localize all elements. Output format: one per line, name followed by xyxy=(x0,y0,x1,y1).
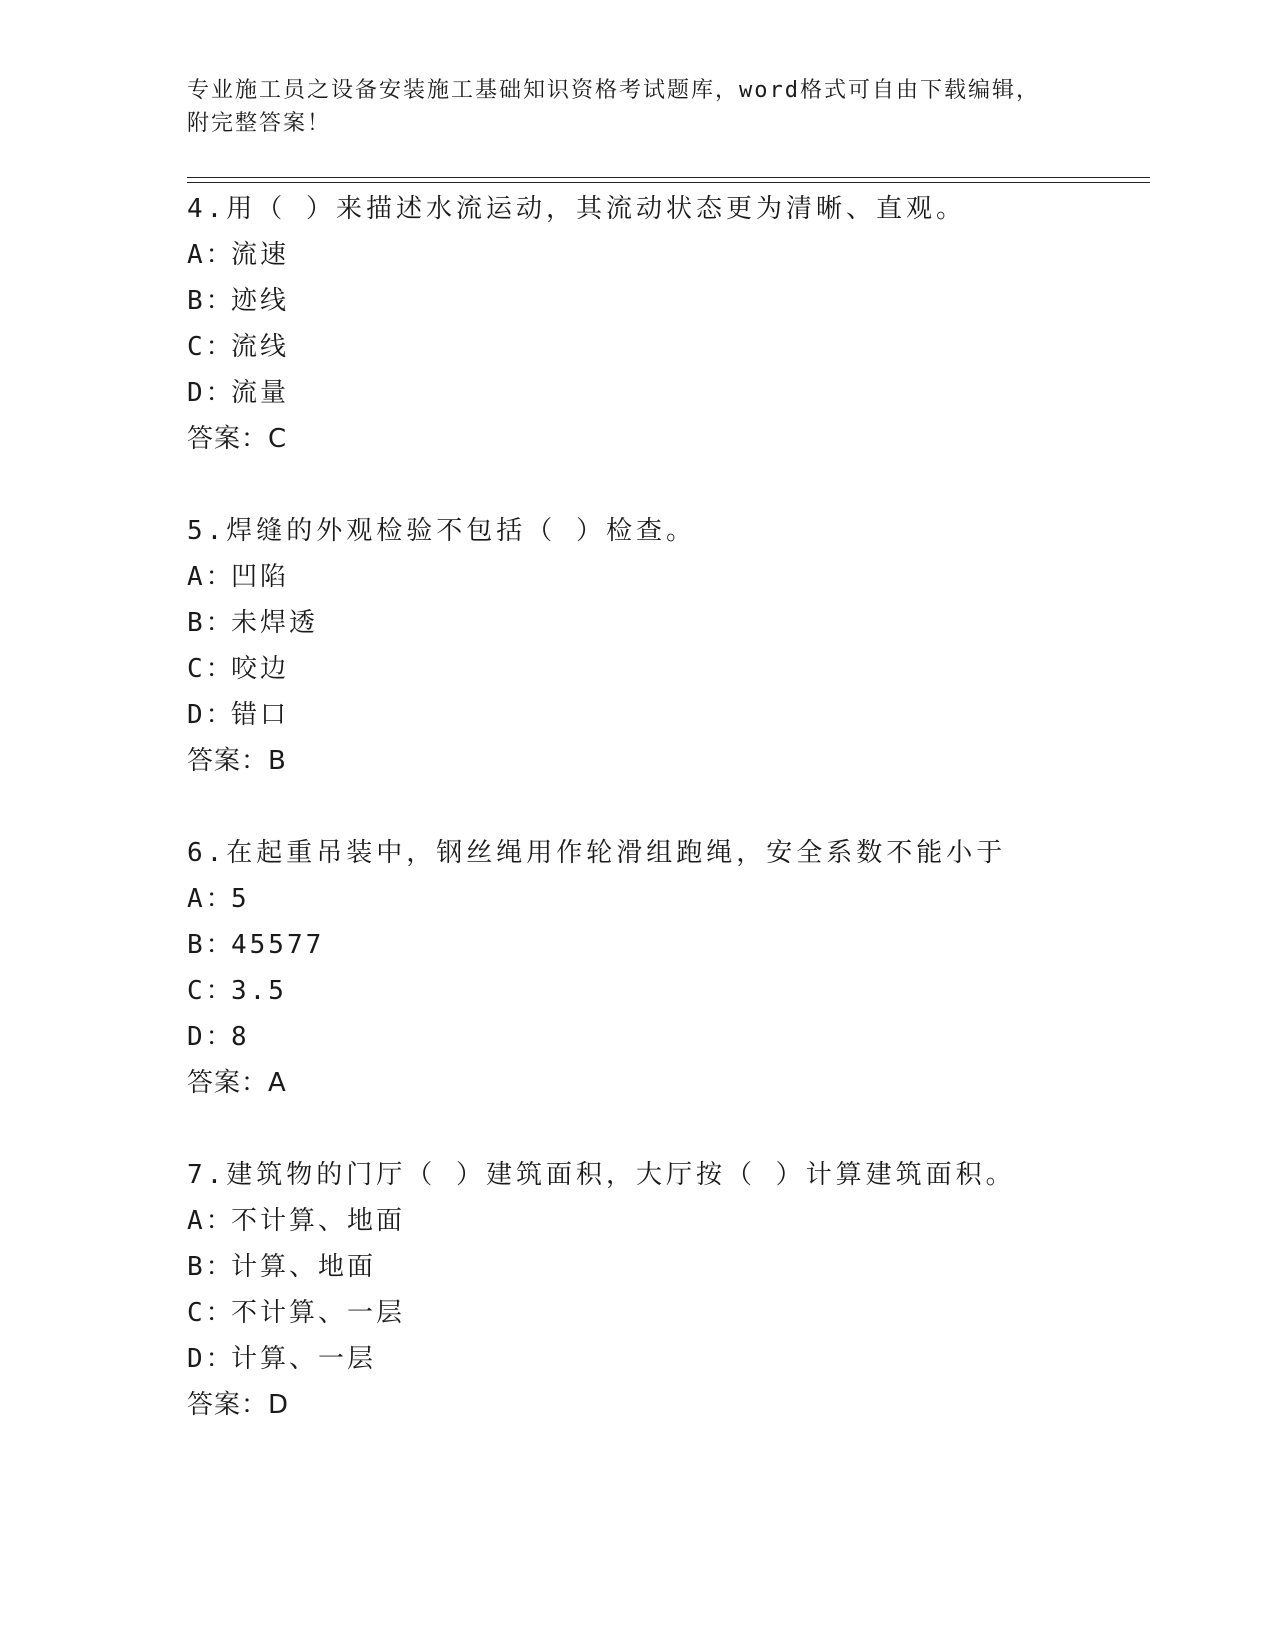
option-text: 咬边 xyxy=(231,654,290,684)
option-text: 流速 xyxy=(231,240,290,270)
header-divider-bottom xyxy=(187,182,1150,183)
option-d xyxy=(187,1336,1147,1382)
answer-line: 答案：A xyxy=(187,1068,287,1098)
answer-line: 答案：C xyxy=(187,424,288,454)
option-key: B： xyxy=(187,1252,235,1282)
option-c xyxy=(187,646,1147,692)
option-key: C： xyxy=(187,976,235,1006)
option-a xyxy=(187,1198,1147,1244)
option-text: 流线 xyxy=(231,332,290,362)
option-b xyxy=(187,1244,1147,1290)
option-key: D： xyxy=(187,700,235,730)
option-text: 8 xyxy=(231,1022,250,1052)
question-block xyxy=(187,830,1147,1106)
option-c xyxy=(187,324,1147,370)
option-key: A： xyxy=(187,1206,235,1236)
option-b xyxy=(187,278,1147,324)
option-key: D： xyxy=(187,378,235,408)
option-d xyxy=(187,1014,1147,1060)
question-block xyxy=(187,186,1147,462)
question-stem: 5.焊缝的外观检验不包括（ ）检查。 xyxy=(187,516,696,546)
option-text: 45577 xyxy=(231,930,325,960)
option-c xyxy=(187,1290,1147,1336)
option-text: 流量 xyxy=(231,378,290,408)
option-d xyxy=(187,692,1147,738)
header-line-1: 专业施工员之设备安装施工基础知识资格考试题库，word格式可自由下载编辑， xyxy=(187,78,1040,103)
option-text: 凹陷 xyxy=(231,562,290,592)
option-key: B： xyxy=(187,930,235,960)
question-block xyxy=(187,1152,1147,1428)
option-key: A： xyxy=(187,240,235,270)
option-text: 未焊透 xyxy=(231,608,319,638)
option-text: 计算、一层 xyxy=(231,1344,377,1374)
question-stem: 6.在起重吊装中，钢丝绳用作轮滑组跑绳，安全系数不能小于 xyxy=(187,838,1007,868)
option-d xyxy=(187,370,1147,416)
option-a xyxy=(187,554,1147,600)
option-text: 不计算、一层 xyxy=(231,1298,406,1328)
option-key: D： xyxy=(187,1344,235,1374)
option-text: 3.5 xyxy=(231,976,287,1006)
option-key: A： xyxy=(187,562,235,592)
question-stem: 7.建筑物的门厅（ ）建筑面积，大厅按（ ）计算建筑面积。 xyxy=(187,1160,1016,1190)
header-divider-top xyxy=(187,177,1150,178)
option-b xyxy=(187,922,1147,968)
option-text: 计算、地面 xyxy=(231,1252,377,1282)
option-key: A： xyxy=(187,884,235,914)
option-b xyxy=(187,600,1147,646)
option-text: 迹线 xyxy=(231,286,290,316)
option-a xyxy=(187,876,1147,922)
option-key: C： xyxy=(187,1298,235,1328)
option-c xyxy=(187,968,1147,1014)
option-a xyxy=(187,232,1147,278)
question-block xyxy=(187,508,1147,784)
option-text: 5 xyxy=(231,884,250,914)
document-header xyxy=(187,74,1067,140)
option-key: B： xyxy=(187,608,235,638)
option-key: B： xyxy=(187,286,235,316)
answer-line: 答案：D xyxy=(187,1390,290,1420)
option-text: 不计算、地面 xyxy=(231,1206,406,1236)
answer-line: 答案：B xyxy=(187,746,287,776)
header-line-2: 附完整答案！ xyxy=(187,111,332,136)
question-stem: 4.用（ ）来描述水流运动，其流动状态更为清晰、直观。 xyxy=(187,194,966,224)
option-key: C： xyxy=(187,654,235,684)
option-key: C： xyxy=(187,332,235,362)
option-key: D： xyxy=(187,1022,235,1052)
option-text: 错口 xyxy=(231,700,290,730)
